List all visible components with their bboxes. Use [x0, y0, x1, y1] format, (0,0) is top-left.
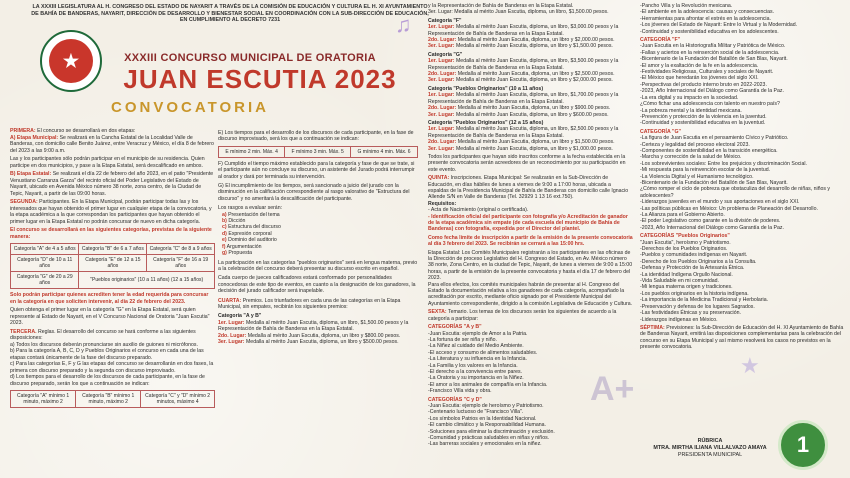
prize-item: 3er. Lugar: Medalla al mérito Juan Escutia, diploma, un libro y $1,500.00 pesos.	[428, 43, 613, 50]
list-item: -El ambiente en la adolescencia: causas y consecuencias.	[640, 9, 775, 16]
list-item: -La importancia de la Medicina Tradicional y Herbolaria.	[640, 297, 769, 304]
prize-item: 2do. Lugar: Medalla al mérito Juan Escutia, diploma, un libro y $2,000.00 pesos.	[428, 37, 615, 44]
list-item: -La Violencia Digital y el Humanismo tecnológico.	[640, 173, 754, 180]
list-item: "Juan Escutia", heroísmo y Patriotismo.	[640, 239, 731, 246]
prize-item: 2do. Lugar: Medalla al mérito Juan Escutia, diploma, un libro y $2,500.00 pesos.	[428, 71, 615, 78]
list-item: -Las barreras sociales y emocionales en la niñez.	[428, 441, 542, 448]
list-item: -Componentes de sostenibilidad en la transición energética.	[640, 147, 778, 154]
temas-g-list	[640, 135, 845, 231]
list-item: -La pobreza mental y la identidad mexicana.	[640, 107, 742, 114]
categories-table: Categoría "A" de 4 a 5 años Categoría "B" de 6 a 7 años Categoría "C" de 8 a 9 años Categoría "D" de 10 a 11 años Categoría "E" de 12 a 15 años Categoría "F" de 16 a 19 años Categoría "G" de 20 a 29 años "Pueblos originarios" (10 a 11 años) (12 a 15 años)	[10, 243, 215, 289]
list-item: -Comunidad y prácticas saludables en niñas y niños.	[428, 435, 550, 441]
list-item: -Francisco Villa vida y obra.	[428, 388, 492, 395]
list-item: -Perspectivas del producto interno bruto en 2022-2023.	[640, 81, 767, 88]
first-place-badge-icon: 1	[778, 420, 828, 470]
prize-item: 1er. Lugar: Medalla al mérito Juan Escutia, diploma, un libro, $1,700.00 pesos y la Representación de Bahía de Banderas en la Etapa Estatal.	[428, 92, 619, 105]
prize-blocks	[428, 18, 633, 152]
list-item: -Juan Escutia: ejemplo de Amor a la Patria.	[428, 330, 528, 337]
list-item: ¿Cómo romper el ciclo de pobreza que obstaculiza del desarrollo de niñas, niños y adolescentes?	[640, 186, 831, 199]
list-item: ¿Cómo fichar una adolescencia con talento en nuestro país?	[640, 101, 780, 108]
list-item: -La Familia y los valores en la Infancia.	[428, 362, 518, 369]
column-3: y la Representación de Bahía de Banderas en la Etapa Estatal. 3er. Lugar: Medalla al mérito Juan Escutia, diploma, un libro, $1,500.00 pesos. Categoría "F" 1er. Lugar: Medalla al mérito Juan Escutia, diploma, un libro, $3,000.00 pesos y la Representación de Bahía de Banderas en la Etapa Estatal. 2do. Lugar: Medalla al mérito Juan Escutia, diploma, un libro y $2,000.00 pesos. 3er. Lugar: Medalla al mérito Juan Escutia, diploma, un libro y $1,500.00 pesos. Categoría "G" 1er. Lugar: Medalla al mérito Juan Escutia, diploma, un libro, $3,500.00 pesos y la Representación de Bahía de Banderas en la Etapa Estatal. 2do. Lugar: Medalla al mérito Juan Escutia, diploma, un libro y $2,500.00 pesos. 3er. Lugar: Medalla al mérito Juan Escutia, diploma, un libro y $2,000.00 pesos. Categoría "Pueblos Originarios" (10 a 11 años) 1er. Lugar: Medalla al mérito Juan Escutia, diploma, un libro, $1,700.00 pesos y la Representación de Bahía de Banderas en la Etapa Estatal. 2do. Lugar: Medalla al mérito Juan Escutia, diploma, un libro y $900.00 pesos. 3er. Lugar: Medalla al mérito Juan Escutia, diploma, un libro y $600.00 pesos. Categoría "Pueblos Originarios" (12 a 15 años) 1er. Lugar: Medalla al mérito Juan Escutia, diploma, un libro, $2,500.00 pesos y la Representación de Bahía de Banderas en la Etapa Estatal. 2do. Lugar: Medalla al mérito Juan Escutia, diploma, un libro y $1,500.00 pesos. 3er. Lugar: Medalla al mérito Juan Escutia, diploma, un libro y $1,000.00 pesos. Todos los participantes que hayan sido inscritos conforme a la fecha establecida en la presente convocatoria serán acreedores de un reconocimiento por su participación en este evento. QUINTA: Inscripciones. Etapa Municipal: Se realizarán en la Sub-Dirección de Educación, en días hábiles de lunes a viernes de 9:00 a 17:00 horas, ubicada a espaldas de la Presidencia Municipal de Bahía de Banderas con domicilio calle Ignacio Allende S/N en Valle de Banderas (Tel. 32929 1 13 16 ext.750). Requisitos: - Acta de Nacimiento (original o certificada). - Identificación oficial del participante con fotografía y/o Acreditación de ganador de la etapa académica sin empate (de cada escuela del municipio de Bahía de Banderas) con fotografía, expedida por el Director del plantel. Como fecha límite de inscripción a partir de la emisión de la presente convocatoria al día 3 febrero del 2023. Se recibirán se cerrará a las 15:00 hrs. Etapa Estatal: Los Comités Municipales registrarán a los participantes en las oficinas de la Dirección de proceso Legislativo del H. Congreso del Estado, en Av. México número 38 norte, Zona Centro, en la ciudad de Tepic, Nayarit, de lunes a viernes de 9:00 a 15:00 horas, a partir de la emisión de la presente convocatoria y hasta el día 17 de febrero del 2023. Para ellos efectos, los comités municipales habrán de presentar al H. Congreso del Estado la documentación relativa a los ganadores de cada categoría, acompañado la acreditación por escrito, mediante oficio signado por el Presidente Municipal del Ayuntamiento correspondiente, dirigido a la comisión Legislativa de Educación y Cultura. SEXTA: Temario. Los temas de los discursos serán los siguientes de acuerdo a la categoría a participar: CATEGORÍAS "A y B" -Juan Escutia: ejemplo de Amor a la Patria. -La fortuna de ser niña y niño. -La Niñez al cuidado del Medio Ambiente. -El acceso y consumo de alimentos saludables. -La Literatura y su influencia en la Infancia. -La Familia y los valores en la Infancia. -El derecho a la convivencia entre pares. -La Oratoria y su importancia en la Niñez. -El amor a los animales de compañía en la Infancia. -Francisco Villa vida y obra. CATEGORÍAS "C y D" -Juan Escutia: ejemplo de heroísmo y Patriotismo. -Centenario luctuoso de "Francisco Villa". -Los símbolos Patrios en la Identidad Nacional. -El cambio climático y la Responsabilidad Humana. -Soluciones para eliminar la discriminación y exclusión. -Comunidad y prácticas saludables en niñas y niños. -Las barreras sociales y emocionales en la niñez.	[428, 3, 633, 448]
prize-category-title: Categoría "Pueblos Originarios" (10 a 11 años)	[428, 85, 544, 92]
list-item: -El amor a los animales de compañía en la Infancia.	[428, 381, 548, 388]
prize-item: 1er. Lugar: Medalla al mérito Juan Escutia, diploma, un libro, $3,000.00 pesos y la Representación de Bahía de Banderas en la Etapa Estatal.	[428, 24, 619, 37]
list-item: -Mi respuesta para la reinvención escolar de la juventud.	[640, 167, 771, 174]
list-item: -El poder Legislativo como garante en la división de poderes.	[640, 218, 781, 225]
column-4: -Pancho Villa y la Revolución mexicana. -El ambiente en la adolescencia: causas y consecuencias. -Herramientas para afrontar el estrés en la adolescencia. -Los jóvenes del Estado de Nayarit: Entre lo Virtual y la Modernidad. -Continuidad y sostenibilidad educativa en los adolescentes. CATEGORÍA "F" -Juan Escutia en la Historiografía Militar y Patriótica de México. -Fallas y aciertos en la reinserción social de la adolescencia. -Bicentenario de la Fundación del Batallón de San Blas, Nayarit. -El amor y la exaltación de la fe en la adolescencia. -Festividades Religiosas, Culturales y sociales de Nayarit. -El México que heredarán los jóvenes del siglo XXI. -Perspectivas del producto interno bruto en 2022-2023. -2023, Año Internacional del Diálogo como Garantía de la Paz. -La era digital y su impacto en la sociedad. ¿Cómo fichar una adolescencia con talento en nuestro país? -La pobreza mental y la identidad mexicana. -Prevención y protección de la violencia en la juventud. -Continuidad y sostenibilidad educativa en la juventud. CATEGORÍA "G" -La figura de Juan Escutia en el pensamiento Cívico y Patriótico. -Certeza y legalidad del proceso electoral 2023. -Componentes de sostenibilidad en la transición energética. -Marcha y corrección de la salud de México. -Los sobrevivientes sociales: Entre los prejuicios y discriminación Social. -Mi respuesta para la reinvención escolar de la juventud. -La Violencia Digital y el Humanismo tecnológico. -Bicentenario de la Fundación del Batallón de San Blas, Nayarit. ¿Cómo romper el ciclo de pobreza que obstaculiza del desarrollo de niñas, niños y adolescentes? -Liderazgos juveniles en el mundo y sus aportaciones en el siglo XXI. -Las políticas públicas en México: Un problema de Planeación del Desarrollo. -La Alianza para el Gobierno Abierto. -El poder Legislativo como garante en la división de poderes. -2023, Año Internacional del Diálogo como Garantía de la Paz. CATEGORÍAS "Pueblos Originarios" "Juan Escutia", heroísmo y Patriotismo. -Derechos de los Pueblos Originarios. -Pueblos y comunidades indígenas en Nayarit. -Derecho de los Pueblos Originarios a la Consulta. -Defensa y Protección de la Artesanía Étnica. -La identidad Indígena Orgullo Nacional. -Vida Saludable en mi comunidad. -Mi lengua materna origen y tradiciones. -Los pueblos originarios en la historia indígena. -La importancia de la Medicina Tradicional y Herbolaria. -Preservación y defensa de los lugares Sagrados. -Las festividades Étnicas y su preservación. -Liderazgos indígenas en México. SÉPTIMA: Previsiones: la Sub-Dirección de Educación del H. XI Ayuntamiento de Bahía de Banderas Nayarit, emitirá las disposiciones complementarias para la celebración del concurso en su Etapa Municipal y así mismo resolverá los casos no previstos en la presente convocatoria.	[640, 3, 844, 351]
list-item: -Fallas y aciertos en la reinserción social de la adolescencia.	[640, 49, 780, 56]
star-decoration-icon: ★	[740, 353, 760, 378]
list-item: -La Niñez al cuidado del Medio Ambiente.	[428, 343, 524, 350]
list-item: -Certeza y legalidad del proceso electoral 2023.	[640, 141, 750, 148]
list-item: -Defensa y Protección de la Artesanía Étnica.	[640, 265, 745, 272]
emblem-logo: ★	[40, 30, 102, 92]
list-item: -Soluciones para eliminar la discriminación y exclusión.	[428, 428, 555, 435]
list-item: -Juan Escutia: ejemplo de heroísmo y Patriotismo.	[428, 402, 544, 409]
prize-item: 1er. Lugar: Medalla al mérito Juan Escutia, diploma, un libro, $3,500.00 pesos y la Representación de Bahía de Banderas en la Etapa Estatal.	[428, 58, 619, 71]
list-item: -La fortuna de ser niña y niño.	[428, 336, 497, 343]
music-note-icon: ♫	[395, 12, 412, 37]
list-item: -Continuidad y sostenibilidad educativa en la juventud.	[640, 120, 766, 127]
list-item: -Pueblos y comunidades indígenas en Nayarit.	[640, 252, 748, 259]
list-item: -Preservación y defensa de los lugares Sagrados.	[640, 303, 755, 310]
list-item: -Bicentenario de la Fundación del Batallón de San Blas, Nayarit.	[640, 56, 788, 63]
list-item: -Mi lengua materna origen y tradiciones.	[640, 284, 733, 291]
list-item: -La Alianza para el Gobierno Abierto.	[640, 212, 725, 218]
list-item: -Derechos de los Pueblos Originarios.	[640, 246, 728, 253]
prize-item: 3er. Lugar: Medalla al mérito Juan Escutia, diploma, un libro y $1,000.00 pesos.	[428, 145, 613, 152]
prize-item: 2do. Lugar: Medalla al mérito Juan Escutia, diploma, un libro y $900.00 pesos.	[428, 105, 611, 112]
times-table: Categoría "A" mínimo 1 minuto, máximo 2 Categoría "B" mínimo 1 minuto, máximo 2 Categoría "C" y "D" mínimo 2 minutos, máximo 4	[10, 390, 215, 408]
rasgos-list: a) Presentación del tema b) Dicción c) Estructura del discurso d) Expresión corporal e) Dominio del auditorio f) Argumentación g) Propuesta	[222, 211, 281, 257]
prize-item: 3er. Lugar: Medalla al mérito Juan Escutia, diploma, un libro y $2,000.00 pesos.	[428, 77, 613, 84]
list-item: -Los símbolos Patrios en la Identidad Nacional.	[428, 415, 537, 422]
prize-item: 1er. Lugar: Medalla al mérito Juan Escutia, diploma, un libro, $2,500.00 pesos y la Representación de Bahía de Banderas en la Etapa Estatal.	[428, 126, 619, 139]
list-item: -Juan Escutia en la Historiografía Militar y Patriótica de México.	[640, 43, 786, 50]
list-item: -Los jóvenes del Estado de Nayarit: Entre lo Virtual y la Modernidad.	[640, 22, 798, 29]
list-item: -Continuidad y sostenibilidad educativa en los adolescentes.	[640, 28, 779, 35]
temas-e-list	[640, 3, 845, 35]
list-item: -El amor y la exaltación de la fe en la adolescencia.	[640, 62, 759, 69]
list-item: -Las políticas públicas en México: Un problema de Planeación del Desarrollo.	[640, 205, 818, 212]
list-item: -2023, Año Internacional del Diálogo como Garantía de la Paz.	[640, 224, 784, 231]
a-plus-decoration-icon: A+	[590, 370, 635, 408]
list-item: -El México que heredarán los jóvenes del siglo XXI.	[640, 75, 759, 82]
contest-name: JUAN ESCUTIA 2023	[123, 64, 397, 94]
list-item: -Festividades Religiosas, Culturales y sociales de Nayarit.	[640, 69, 774, 76]
list-item: -La identidad Indígena Orgullo Nacional.	[640, 271, 733, 278]
list-item: -Derecho de los Pueblos Originarios a la Consulta.	[640, 258, 757, 265]
list-item: -Prevención y protección de la violencia en la juventud.	[640, 113, 767, 120]
tercera: TERCERA. Reglas. El desarrollo del concurso se hará conforme a las siguientes disposiciones:	[10, 328, 196, 341]
header-intro: LA XXXIII LEGISLATURA AL H. CONGRESO DEL ESTADO DE NAYARIT A TRAVÉS DE LA COMISIÓN DE EDUCACIÓN Y CULTURA EL H. XI AYUNTAMIENTO DE BAHÍA DE BANDERAS, NAYARIT, DIRECCIÓN DE DESARROLLO Y BIENESTAR SOCIAL EN COORDINACIÓN CON LA SUB-DIRECCIÓN DE EDUCACIÓN, EN CUMPLIMIENTO AL DECRETO 7231	[31, 4, 429, 24]
list-item: -Pancho Villa y la Revolución mexicana.	[640, 3, 733, 9]
list-item: -Herramientas para afrontar el estrés en la adolescencia.	[640, 15, 771, 22]
prize-item: 3er. Lugar: Medalla al mérito Juan Escutia, diploma, un libro y $600.00 pesos.	[428, 111, 609, 118]
temas-cd-list	[428, 403, 633, 448]
list-item: -Los sobrevivientes sociales: Entre los prejuicios y discriminación Social.	[640, 160, 807, 167]
contest-title: XXXIII CONCURSO MUNICIPAL DE ORATORIA	[124, 52, 376, 64]
list-item: -Marcha y corrección de la salud de México.	[640, 154, 742, 161]
list-item: -Las festividades Étnicas y su preservación.	[640, 310, 741, 317]
primera: PRIMERA: El concurso se desarrollará en dos etapas:	[10, 128, 136, 134]
list-item: -La Oratoria y su importancia en la Niñez.	[428, 375, 524, 382]
prize-item: 2do. Lugar: Medalla al mérito Juan Escutia, diploma, un libro y $1,500.00 pesos.	[428, 139, 615, 146]
list-item: -El cambio climático y la Responsabilidad Humana.	[428, 422, 546, 429]
segunda: SEGUNDA: Participantes. En la Etapa Municipal, podrán participar todas las y los interesados que hayan obtenido el primer lugar en cualquier etapa de la convocatoria, y la etapa académica a la que correspondan los participantes que hayan obtenido el primer lugar en la Etapa Estatal no podrán concursar de nuevo en dicha categoría.	[10, 199, 212, 225]
list-item: -El acceso y consumo de alimentos saludables.	[428, 349, 538, 356]
list-item: -Vida Saludable en mi comunidad.	[640, 278, 719, 285]
temas-po-list	[640, 240, 845, 323]
column-2: E) Los tiempos para el desarrollo de los discursos de cada participante, en la fase de discurso improvisado, será los que a continuación se indican: E mínimo 2 min. Máx. 4 F mínimo 3 min. Máx. 5 G mínimo 4 min. Máx. 6 F) Cumplido el tiempo máximo establecido para la categoría y fase de que se trate, si el participante aún no concluye su discurso, un asistente del Jurado podrá interrumpir al orador y dará por terminada su intervención. G) El incumplimiento de los tiempos, será sancionado a juicio del jurado con la disminución en la calificación correspondiente al rasgo valorativo de "Estructura del discurso" y no ameritará la descalificación del participante. Los rasgos a evaluar serán: a) Presentación del tema b) Dicción c) Estructura del discurso d) Expresión corporal e) Dominio del auditorio f) Argumentación g) Propuesta La participación en las categorías "pueblos originarios" será en lengua materna, previo a la celebración del concurso deberá presentar su discurso escrito en español. Cada cuerpo de jueces calificadores estará conformado por personalidades conocedoras de este tipo de eventos, en cuanto a la designación de los ganadores, la decisión del jurado calificador será inapelable. CUARTA: Premios. Los triunfadores en cada una de las categorías en la Etapa Municipal, sin empates, recibirán los siguientes premios: Categoría "A y B" 1er. Lugar: Medalla al mérito Juan Escutia, diploma, un libro, $1,500.00 pesos y la Representación de Bahía de Banderas en la Etapa Estatal. 2do. Lugar: Medalla al mérito Juan Escutia, diploma, un libro y $800.00 pesos. 3er. Lugar: Medalla al mérito Juan Escutia, diploma, un libro y $500.00 pesos.	[218, 130, 418, 345]
list-item: -2023, Año Internacional del Diálogo como Garantía de la Paz.	[640, 88, 784, 95]
convocatoria-title: CONVOCATORIA	[111, 99, 269, 116]
signature-block: RÚBRICA MTRA. MIRTHA ILIANA VILLALVAZO AMAYA PRESIDENTA MUNICIPAL	[653, 438, 767, 458]
list-item: -La era digital y su impacto en la sociedad.	[640, 94, 739, 101]
prize-category-title: Categoría "F"	[428, 17, 462, 24]
list-item: -Bicentenario de la Fundación del Batallón de San Blas, Nayarit.	[640, 179, 788, 186]
temas-f-list	[640, 43, 845, 126]
list-item: -Centenario luctuoso de "Francisco Villa".	[428, 409, 524, 416]
list-item: -Los pueblos originarios en la historia indígena.	[640, 290, 749, 297]
list-item: -Liderazgos juveniles en el mundo y sus aportaciones en el siglo XXI.	[640, 199, 800, 206]
list-item: -Liderazgos indígenas en México.	[640, 316, 718, 323]
prize-category-title: Categoría "G"	[428, 51, 463, 58]
list-item: -El derecho a la convivencia entre pares.	[428, 368, 523, 375]
list-item: -La Literatura y su influencia en la Infancia.	[428, 356, 527, 363]
column-1-body: PRIMERA: El concurso se desarrollará en dos etapas: A) Etapa Municipal: Se realizará en la Cancha Estatal de la Localidad Valle de Banderas, con domicilio calle Benito Juárez, entre Veracruz y México, el día 8 de febrero del 2023 a las 9:00 a.m. Las y los participantes sólo podrán participar en el municipio de su residencia. Quien participe en dos municipios, y pase a la Etapa Estatal, será descalificado en ambos. B) Etapa Estatal: Se realizará el día 22 de febrero del año 2023, en el patio "Presidente Venustiano Carranza Garza" del recinto oficial del Poder Legislativo del Estado de Nayarit, ubicado en Avenida México número 38 norte, zona centro, de la Ciudad de Tepic, Nayarit, a partir de las 09:00 horas. SEGUNDA: Participantes. En la Etapa Municipal, podrán participar todas las y los interesados que hayan obtenido el primer lugar en cualquier etapa de la convocatoria, y la etapa académica a la que correspondan los participantes que hayan obtenido el primer lugar en la Etapa Estatal no podrán concursar de nuevo en dicha categoría. El concurso se desarrollará en las siguientes categorías, previstas de la siguiente manera: Categoría "A" de 4 a 5 años Categoría "B" de 6 a 7 años Categoría "C" de 8 a 9 años Categoría "D" de 10 a 11 años Categoría "E" de 12 a 15 años Categoría "F" de 16 a 19 años Categoría "G" de 20 a 29 años "Pueblos originarios" (10 a 11 años) (12 a 15 años) Solo podrán participar quienes acrediten tener la edad requerida para concursar en la categoría en que soliciten intervenir, al día 22 de febrero del 2023. Quien obtenga el primer lugar en la categoría "G" en la Etapa Estatal, será quien represente al Estado de Nayarit, en el V Concurso Nacional de Oratoria "Juan Escutia" 2023. TERCERA. Reglas. El desarrollo del concurso se hará conforme a las siguientes disposiciones: a) Todos los discursos deberán pronunciarse sin auxilio de guiones ni micrófonos. b) Para la categoría A, B, C, D y Pueblos Originarios el concurso en cada una de las etapas contará únicamente de la fase del discurso preparado. c) Para las categorías E, F y G las etapas del concurso se desarrollarán en dos fases, la primera con discurso preparado y la segunda con discurso improvisado. d) Los tiempos para el desarrollo de los discursos de cada participante, en la fase de discurso preparado, serán los que a continuación se indican: Categoría "A" mínimo 1 minuto, máximo 2 Categoría "B" mínimo 1 minuto, máximo 2 Categoría "C" y "D" mínimo 2 minutos, máximo 4	[10, 128, 215, 411]
improvised-times-table: E mínimo 2 min. Máx. 4 F mínimo 3 min. Máx. 5 G mínimo 4 min. Máx. 6	[218, 146, 418, 158]
list-item: -La figura de Juan Escutia en el pensamiento Cívico y Patriótico.	[640, 135, 789, 142]
prize-category-title: Categoría "Pueblos Originarios" (12 a 15 años)	[428, 119, 544, 126]
